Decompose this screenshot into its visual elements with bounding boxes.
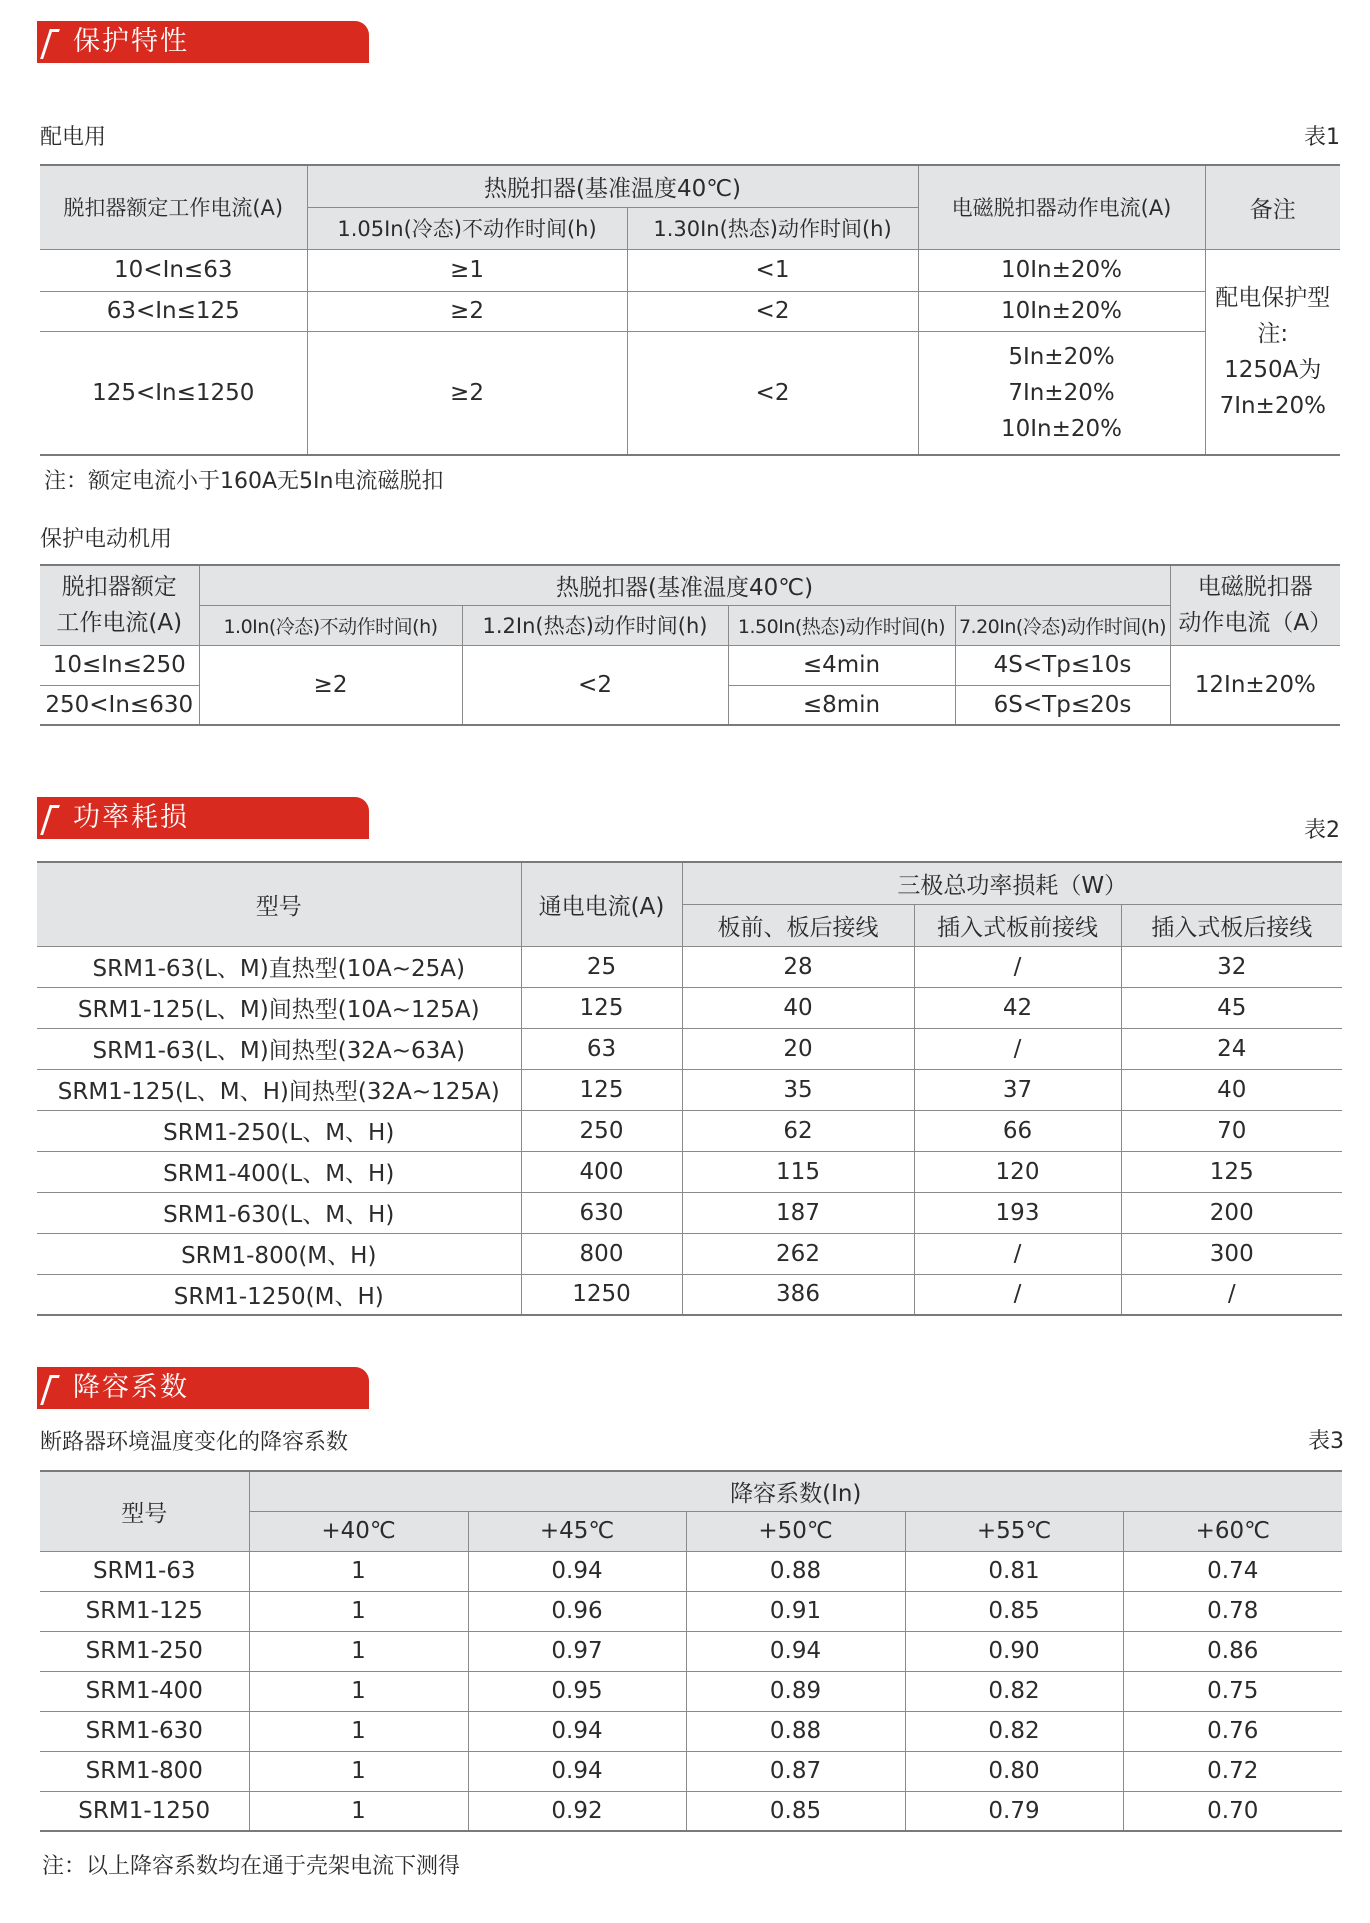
- cell-value: 115: [682, 1151, 914, 1192]
- bracket-icon: [40, 1375, 60, 1405]
- cell-model: SRM1-63(L、M)直热型(10A~25A): [37, 946, 521, 987]
- header-temp: +50℃: [686, 1511, 905, 1551]
- header-group: 降容系数(In): [249, 1471, 1342, 1511]
- cell-value: 0.94: [468, 1551, 686, 1591]
- table-row: [40, 1711, 1342, 1751]
- magnetic-line: 10In±20%: [1001, 415, 1123, 442]
- header-model: 型号: [40, 1471, 249, 1551]
- cell-value: 187: [682, 1192, 914, 1233]
- cell-value: 262: [682, 1233, 914, 1274]
- cell-value: 0.88: [686, 1551, 905, 1591]
- cell-value: 63: [521, 1028, 682, 1069]
- table-row: [37, 1151, 1342, 1192]
- table-row: [37, 1110, 1342, 1151]
- cell-hot: <2: [627, 331, 918, 455]
- cell-model: SRM1-400(L、M、H): [37, 1151, 521, 1192]
- cell-value: 42: [914, 987, 1121, 1028]
- cell-value: 66: [914, 1110, 1121, 1151]
- cell-value: 200: [1121, 1192, 1342, 1233]
- header-temp: +40℃: [249, 1511, 468, 1551]
- header-rated-current: [40, 565, 199, 645]
- cell-value: 0.75: [1123, 1671, 1342, 1711]
- cell-value: 0.96: [468, 1591, 686, 1631]
- cell-value: 0.82: [905, 1671, 1123, 1711]
- cell-value: 0.86: [1123, 1631, 1342, 1671]
- bracket-icon: [40, 805, 60, 835]
- cell-value: 0.72: [1123, 1751, 1342, 1791]
- cell-value: /: [1121, 1274, 1342, 1315]
- cell-value: 125: [521, 987, 682, 1028]
- cell-value: 630: [521, 1192, 682, 1233]
- table-row: [37, 1274, 1342, 1315]
- cell-model: SRM1-800(M、H): [37, 1233, 521, 1274]
- cell-c1: ≥2: [199, 645, 462, 725]
- cell-magnetic: 10In±20%: [918, 291, 1205, 331]
- motor-table-caption: 保护电动机用: [40, 527, 173, 552]
- cell-value: 800: [521, 1233, 682, 1274]
- cell-model: SRM1-1250(M、H): [37, 1274, 521, 1315]
- header-group: 三极总功率损耗（W）: [682, 862, 1342, 904]
- header-magnetic: [1170, 565, 1340, 645]
- table-row: [40, 1631, 1342, 1671]
- bracket-icon: [40, 29, 60, 59]
- cell-value: /: [914, 1233, 1121, 1274]
- cell-value: 62: [682, 1110, 914, 1151]
- cell-range: 10≤In≤250: [40, 645, 199, 685]
- cell-value: 125: [1121, 1151, 1342, 1192]
- table1-label: 表1: [1304, 125, 1340, 150]
- section-header-derating: [37, 1367, 369, 1409]
- table-row: [37, 1233, 1342, 1274]
- header-plug-front: 插入式板前接线: [914, 904, 1121, 946]
- cell-value: /: [914, 946, 1121, 987]
- cell-range: 250<In≤630: [40, 685, 199, 725]
- table2: [37, 861, 1342, 1316]
- cell-value: 20: [682, 1028, 914, 1069]
- header-rated-current: 脱扣器额定工作电流(A): [40, 165, 307, 249]
- cell-value: 0.87: [686, 1751, 905, 1791]
- cell-value: 0.89: [686, 1671, 905, 1711]
- cell-value: 0.94: [686, 1631, 905, 1671]
- remark-line: 配电保护型: [1215, 284, 1331, 311]
- cell-model: SRM1-250(L、M、H): [37, 1110, 521, 1151]
- cell-value: 40: [682, 987, 914, 1028]
- cell-value: 28: [682, 946, 914, 987]
- cell-model: SRM1-1250: [40, 1791, 249, 1831]
- cell-value: 0.79: [905, 1791, 1123, 1831]
- cell-model: SRM1-800: [40, 1751, 249, 1791]
- cell-value: 1250: [521, 1274, 682, 1315]
- header-c4: 7.20In(冷态)动作时间(h): [955, 605, 1170, 645]
- section-header-power-loss: [37, 797, 369, 839]
- cell-c2: <2: [462, 645, 728, 725]
- cell-range: 63<In≤125: [40, 291, 307, 331]
- cell-hot: <2: [627, 291, 918, 331]
- cell-value: 1: [249, 1631, 468, 1671]
- header-line: 工作电流(A): [56, 610, 183, 637]
- cell-value: 70: [1121, 1110, 1342, 1151]
- cell-value: 0.81: [905, 1551, 1123, 1591]
- remark-line: 注:: [1257, 320, 1289, 347]
- header-model: 型号: [37, 862, 521, 946]
- cell-value: 0.85: [905, 1591, 1123, 1631]
- cell-range: 125<In≤1250: [40, 331, 307, 455]
- header-thermal: 热脱扣器(基准温度40℃): [199, 565, 1170, 605]
- cell-range: 10<In≤63: [40, 249, 307, 291]
- cell-value: 25: [521, 946, 682, 987]
- table-motor: [40, 564, 1340, 726]
- cell-value: 1: [249, 1551, 468, 1591]
- cell-c4: 6S<Tp≤20s: [955, 685, 1170, 725]
- table-row: [40, 1791, 1342, 1831]
- cell-value: 1: [249, 1711, 468, 1751]
- table-row: [37, 1192, 1342, 1233]
- header-hot: 1.30In(热态)动作时间(h): [627, 207, 918, 249]
- cell-value: 0.80: [905, 1751, 1123, 1791]
- cell-value: 0.74: [1123, 1551, 1342, 1591]
- cell-magnetic: 12In±20%: [1170, 645, 1340, 725]
- magnetic-line: 7In±20%: [1008, 379, 1115, 406]
- table3-note: 注：以上降容系数均在通于壳架电流下测得: [42, 1854, 461, 1879]
- cell-value: 1: [249, 1591, 468, 1631]
- cell-value: 1: [249, 1791, 468, 1831]
- cell-c4: 4S<Tp≤10s: [955, 645, 1170, 685]
- header-magnetic: 电磁脱扣器动作电流(A): [918, 165, 1205, 249]
- header-temp: +55℃: [905, 1511, 1123, 1551]
- header-cold: 1.05In(冷态)不动作时间(h): [307, 207, 627, 249]
- header-c2: 1.2In(热态)动作时间(h): [462, 605, 728, 645]
- table3: [40, 1470, 1342, 1832]
- cell-value: 0.94: [468, 1751, 686, 1791]
- cell-model: SRM1-125(L、M)间热型(10A~125A): [37, 987, 521, 1028]
- header-line: 电磁脱扣器: [1197, 574, 1313, 601]
- cell-value: 0.70: [1123, 1791, 1342, 1831]
- table3-label: 表3: [1308, 1429, 1344, 1454]
- cell-value: 0.95: [468, 1671, 686, 1711]
- table-row: [40, 1551, 1342, 1591]
- cell-value: 386: [682, 1274, 914, 1315]
- header-temp: +45℃: [468, 1511, 686, 1551]
- cell-value: 400: [521, 1151, 682, 1192]
- header-front-back: 板前、板后接线: [682, 904, 914, 946]
- section-title: 保护特性: [73, 26, 189, 57]
- table1: [40, 164, 1340, 456]
- cell-value: 37: [914, 1069, 1121, 1110]
- cell-hot: <1: [627, 249, 918, 291]
- cell-value: 250: [521, 1110, 682, 1151]
- cell-value: 40: [1121, 1069, 1342, 1110]
- cell-model: SRM1-630(L、M、H): [37, 1192, 521, 1233]
- cell-value: 0.92: [468, 1791, 686, 1831]
- header-remark: 备注: [1205, 165, 1340, 249]
- header-temp: +60℃: [1123, 1511, 1342, 1551]
- table1-caption: 配电用: [40, 125, 107, 150]
- cell-c3: ≤4min: [728, 645, 955, 685]
- cell-model: SRM1-400: [40, 1671, 249, 1711]
- cell-remark: [1205, 249, 1340, 455]
- table1-note: 注：额定电流小于160A无5In电流磁脱扣: [44, 469, 444, 494]
- remark-line: 7In±20%: [1219, 392, 1326, 419]
- header-c3: 1.50In(热态)动作时间(h): [728, 605, 955, 645]
- cell-value: /: [914, 1274, 1121, 1315]
- cell-c3: ≤8min: [728, 685, 955, 725]
- cell-value: 45: [1121, 987, 1342, 1028]
- cell-value: 0.97: [468, 1631, 686, 1671]
- cell-value: 0.94: [468, 1711, 686, 1751]
- cell-cold: ≥1: [307, 249, 627, 291]
- cell-value: 35: [682, 1069, 914, 1110]
- table-row: [37, 946, 1342, 987]
- cell-value: 0.88: [686, 1711, 905, 1751]
- cell-value: 1: [249, 1671, 468, 1711]
- cell-model: SRM1-250: [40, 1631, 249, 1671]
- cell-value: 32: [1121, 946, 1342, 987]
- header-thermal: 热脱扣器(基准温度40℃): [307, 165, 918, 207]
- cell-value: 0.91: [686, 1591, 905, 1631]
- table-row: [40, 291, 1340, 331]
- cell-model: SRM1-63: [40, 1551, 249, 1591]
- cell-model: SRM1-63(L、M)间热型(32A~63A): [37, 1028, 521, 1069]
- table-row: [40, 1671, 1342, 1711]
- cell-value: 0.82: [905, 1711, 1123, 1751]
- cell-cold: ≥2: [307, 291, 627, 331]
- remark-line: 1250A为: [1224, 356, 1322, 383]
- cell-magnetic: 10In±20%: [918, 249, 1205, 291]
- cell-value: 193: [914, 1192, 1121, 1233]
- table-row: [40, 249, 1340, 291]
- table-row: [37, 987, 1342, 1028]
- cell-model: SRM1-630: [40, 1711, 249, 1751]
- header-line: 动作电流（A）: [1178, 610, 1333, 637]
- header-plug-back: 插入式板后接线: [1121, 904, 1342, 946]
- header-line: 脱扣器额定: [61, 574, 177, 601]
- cell-value: 0.90: [905, 1631, 1123, 1671]
- table-row: [40, 1591, 1342, 1631]
- table-row: [40, 1751, 1342, 1791]
- cell-value: 120: [914, 1151, 1121, 1192]
- cell-model: SRM1-125: [40, 1591, 249, 1631]
- cell-value: 24: [1121, 1028, 1342, 1069]
- section-title: 降容系数: [73, 1372, 189, 1403]
- table-row: [37, 1069, 1342, 1110]
- cell-value: 1: [249, 1751, 468, 1791]
- table3-caption: 断路器环境温度变化的降容系数: [40, 1430, 349, 1455]
- cell-cold: ≥2: [307, 331, 627, 455]
- cell-value: 125: [521, 1069, 682, 1110]
- section-header-protection: [37, 21, 369, 63]
- cell-value: 0.78: [1123, 1591, 1342, 1631]
- cell-value: 300: [1121, 1233, 1342, 1274]
- cell-model: SRM1-125(L、M、H)间热型(32A~125A): [37, 1069, 521, 1110]
- header-current: 通电电流(A): [521, 862, 682, 946]
- table-row: [40, 645, 1340, 685]
- section-title: 功率耗损: [73, 802, 189, 833]
- table-row: [37, 1028, 1342, 1069]
- header-c1: 1.0In(冷态)不动作时间(h): [199, 605, 462, 645]
- cell-value: 0.85: [686, 1791, 905, 1831]
- table2-label: 表2: [1304, 818, 1340, 843]
- cell-value: /: [914, 1028, 1121, 1069]
- cell-magnetic: [918, 331, 1205, 455]
- magnetic-line: 5In±20%: [1008, 343, 1115, 370]
- cell-value: 0.76: [1123, 1711, 1342, 1751]
- table-row: [40, 331, 1340, 455]
